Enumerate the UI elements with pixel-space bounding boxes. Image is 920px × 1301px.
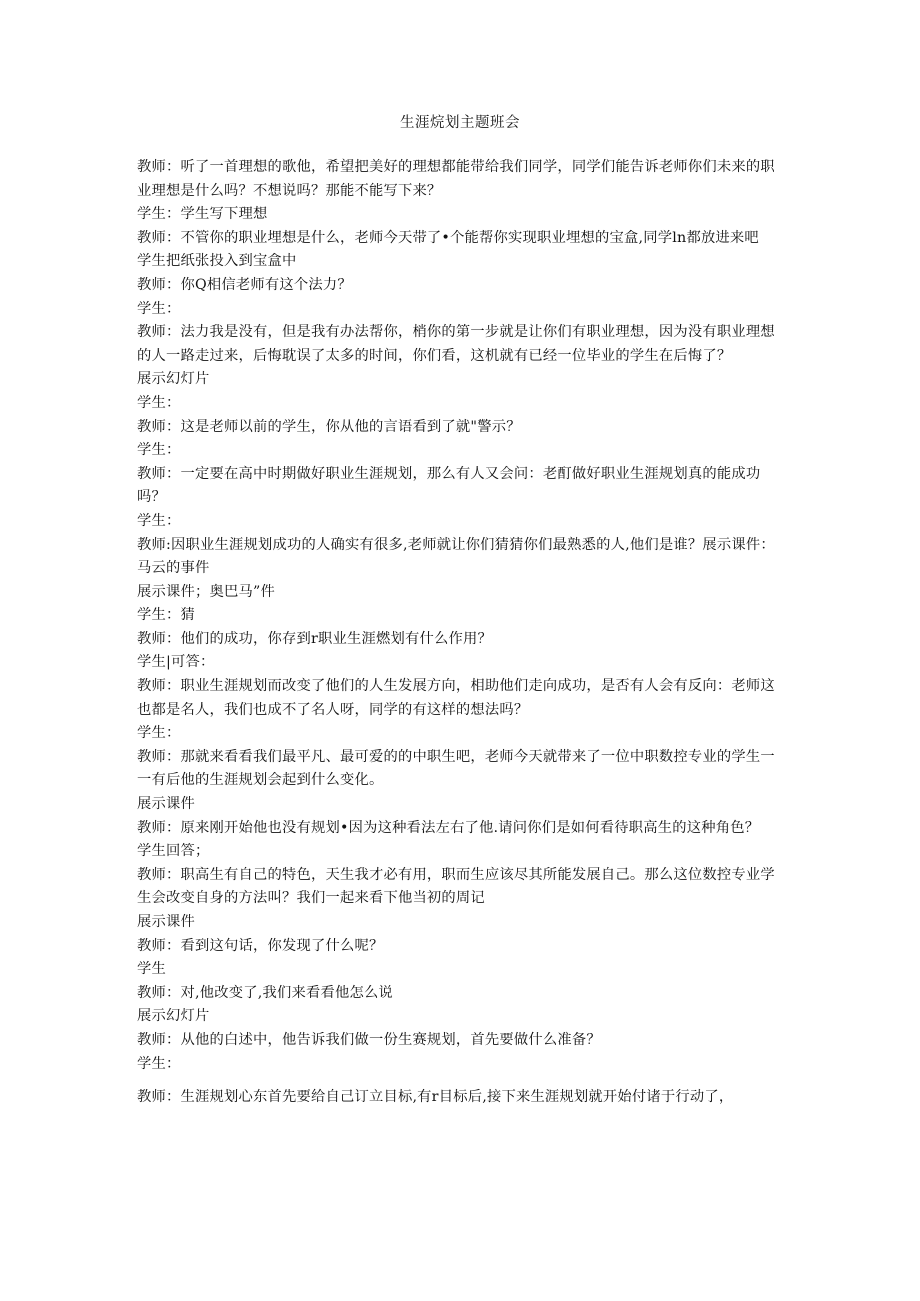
paragraph: 教师：他们的成功，你存到r职业生涯燃划有什么作用？ <box>137 630 492 647</box>
paragraph: 学生： <box>137 512 181 529</box>
paragraph: 教师：那就来看看我们最平凡、最可爱的的中职生吧，老师今天就带来了一位中职数控专业的学生一一有后他的生涯规划会起到什么变化。 <box>137 748 775 789</box>
paragraph: 展示幻灯片 <box>137 1008 210 1025</box>
paragraph: 学生： <box>137 394 181 411</box>
paragraph: 教师：生涯规划心东首先要给自己订立目标,有r目标后,接下来生涯规划就开始付诸于行动了， <box>137 1089 734 1106</box>
paragraph: 教师：对,他改变了,我们来看看他怎么说 <box>137 984 393 1001</box>
paragraph: 展示课件 <box>137 914 195 930</box>
document-body <box>137 156 785 1110</box>
paragraph: 教师:因职业生涯规划成功的人确实有很多,老师就让你们猜猜你们最熟悉的人,他们是谁？展示课件：马云的事件 <box>137 536 775 577</box>
paragraph: 展示课件；奥巴马”件 <box>137 583 275 600</box>
paragraph: 学生： <box>137 442 181 459</box>
paragraph: 学生|可答： <box>137 654 215 671</box>
paragraph: 教师：原来刚开始他也没有规划•因为这种看法左右了他.请问你们是如何看待职高生的这种角色？ <box>137 819 760 836</box>
paragraph: 学生把纸张投入到宝盒中 <box>137 253 297 270</box>
paragraph: 学生：学生写下理想 <box>137 206 268 223</box>
paragraph: 教师：一定要在高中时期做好职业生涯规划，那么有人又会问：老酊做好职业生涯规划真的能成功吗？ <box>137 465 761 506</box>
paragraph: 教师：看到这句话，你发现了什么呢？ <box>137 937 384 954</box>
paragraph: 展示幻灯片 <box>137 371 210 388</box>
paragraph: 教师：听了一首理想的歌他，希望把美好的理想都能带给我们同学，同学们能告诉老师你们未来的职业理想是什么吗？不想说吗？那能不能写下来？ <box>137 159 775 199</box>
paragraph: 学生回答； <box>137 843 210 860</box>
paragraph: 学生： <box>137 300 181 317</box>
paragraph: 教师：法力我是没有，但是我有办法帮你，梢你的第一步就是让你们有职业理想，因为没有职业理想的人一路走过来，后悔耽误了太多的时间，你们看，这机就有已经一位毕业的学生在后悔了？ <box>137 324 775 364</box>
paragraph: 教师：你Q相信老师有这个法力？ <box>137 276 352 293</box>
paragraph: 教师：不管你的职业埋想是什么，老师今天带了•个能帮你实现职业埋想的宝盒,同学ln都放进来吧 <box>137 229 759 246</box>
paragraph: 学生 <box>137 961 166 978</box>
paragraph: 学生： <box>137 1055 181 1072</box>
paragraph: 学生： <box>137 725 181 742</box>
document-title: 生涯烷划主题班会 <box>400 115 520 131</box>
paragraph: 教师：这是老师以前的学生，你从他的言语看到了就"警示？ <box>137 418 521 435</box>
paragraph: 教师：职高生有自己的特色，天生我才必有用，职而生应该尽其所能发展自己。那么这位数控专业学生会改变自身的方法叫？我们一起来看下他当初的周记 <box>137 866 775 907</box>
paragraph: 教师：从他的白述中，他告诉我们做一份生赛规划，首先要做什么准备？ <box>137 1031 601 1048</box>
paragraph: 学生：猜 <box>137 607 195 624</box>
paragraph: 展示课件 <box>137 796 195 813</box>
paragraph: 教师：职业生涯规划而改变了他们的人生发展方向，相助他们走向成功，是否有人会有反向：老师这也都是名人，我们也成不了名人呀，同学的有这样的想法吗？ <box>137 678 775 718</box>
